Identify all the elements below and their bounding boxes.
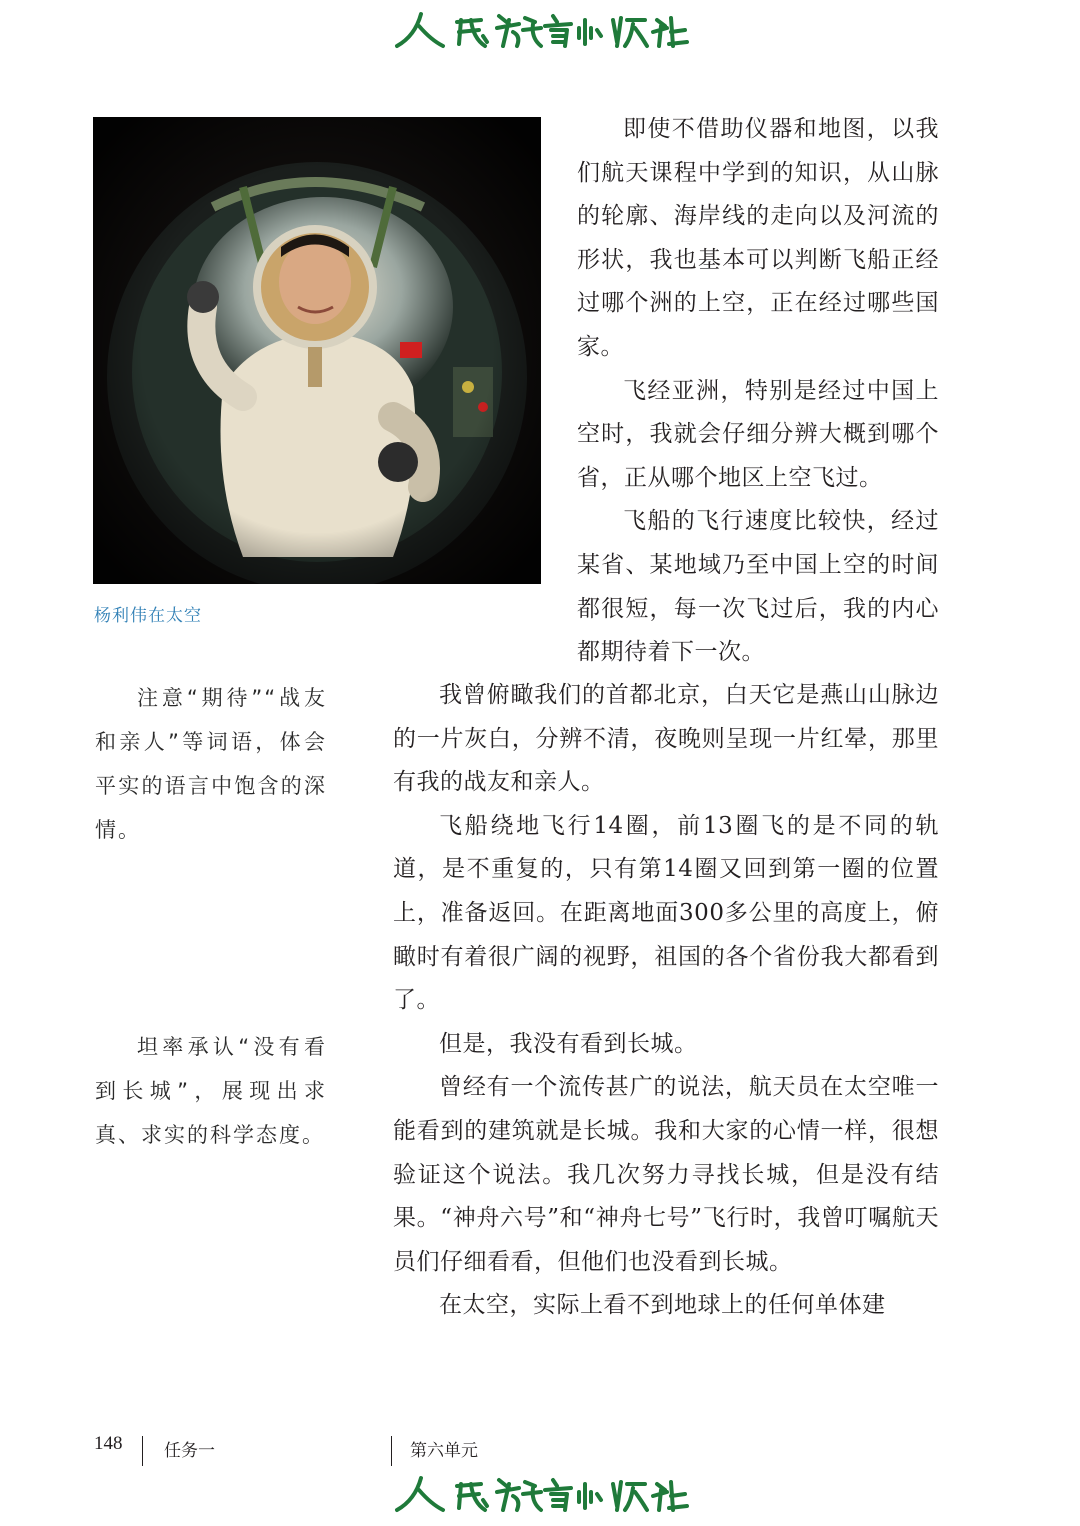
side-note-1 — [95, 676, 327, 852]
photo-caption: 杨利伟在太空 — [94, 606, 202, 626]
body-text-right-column — [577, 108, 939, 675]
paragraph: 曾经有一个流传甚广的说法，航天员在太空唯一能看到的建筑就是长城。我和大家的心情一样，很想验证这个说法。我几次努力寻找长城，但是没有结果。“神舟六号”和“神舟七号”飞行时，我曾叮嘱航天员们仔细看看，但他们也没看到长城。 — [393, 1074, 939, 1275]
paragraph: 我曾俯瞰我们的首都北京，白天它是燕山山脉边的一片灰白，分辨不清，夜晚则呈现一片红晕，那里有我的战友和亲人。 — [393, 682, 939, 796]
side-note-text: 注意“期待”“战友和亲人”等词语，体会平实的语言中饱含的深情。 — [95, 686, 327, 842]
publisher-logo-top — [385, 6, 695, 56]
page-number: 148 — [94, 1433, 123, 1454]
body-text-main-column — [393, 674, 939, 1328]
side-note-2 — [95, 1025, 327, 1157]
paragraph: 在太空，实际上看不到地球上的任何单体建 — [439, 1292, 886, 1319]
side-note-text: 坦率承认“没有看到长城”，展现出求真、求实的科学态度。 — [95, 1035, 327, 1147]
paragraph: 飞船的飞行速度比较快，经过某省、某地域乃至中国上空的时间都很短，每一次飞过后，我的内心都期待着下一次。 — [577, 508, 939, 666]
astronaut-in-space-image — [93, 117, 541, 584]
paragraph: 飞船绕地飞行14圈，前13圈飞的是不同的轨道，是不重复的，只有第14圈又回到第一圈的位置上，准备返回。在距离地面300多公里的高度上，俯瞰时有着很广阔的视野，祖国的各个省份我大都看到了。 — [393, 812, 939, 1014]
footer-task: 任务一 — [164, 1441, 215, 1461]
footer-divider — [391, 1436, 392, 1466]
astronaut-photo — [93, 117, 541, 584]
paragraph: 但是，我没有看到长城。 — [439, 1030, 698, 1057]
publisher-logo-icon — [385, 6, 695, 56]
publisher-logo-icon — [385, 1470, 695, 1520]
footer-divider — [142, 1436, 143, 1466]
footer-unit: 第六单元 — [410, 1441, 478, 1461]
paragraph: 即使不借助仪器和地图，以我们航天课程中学到的知识，从山脉的轮廓、海岸线的走向以及河流的形状，我也基本可以判断飞船正经过哪个洲的上空，正在经过哪些国家。 — [577, 116, 939, 360]
publisher-logo-bottom — [385, 1470, 695, 1520]
paragraph: 飞经亚洲，特别是经过中国上空时，我就会仔细分辨大概到哪个省，正从哪个地区上空飞过。 — [577, 377, 939, 491]
